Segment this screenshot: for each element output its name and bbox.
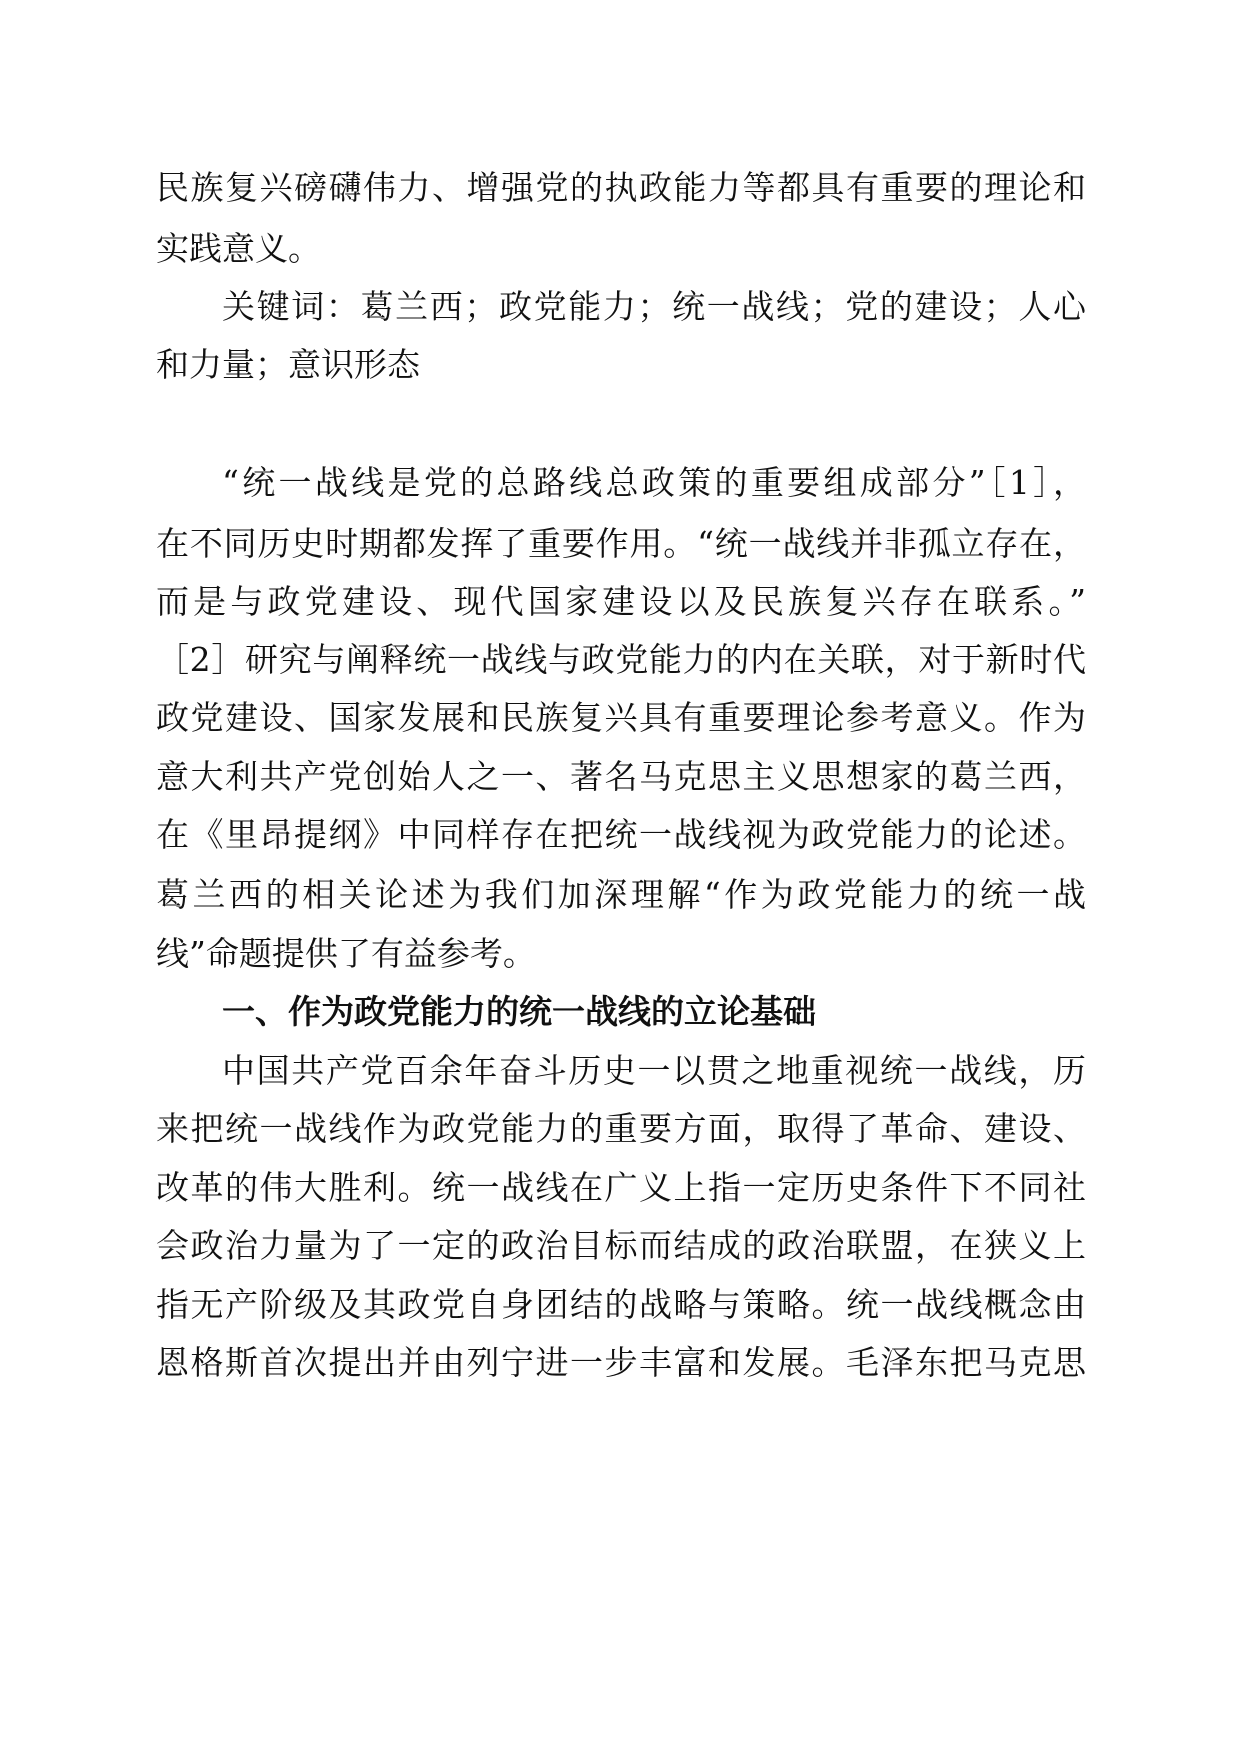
section-line-2: 来把统一战线作为政党能力的重要方面，取得了革命、建设、 (156, 1109, 1086, 1148)
intro-line-8: 葛兰西的相关论述为我们加深理解“作为政党能力的统一战 (156, 875, 1086, 914)
intro-line-7: 在《里昂提纲》中同样存在把统一战线视为政党能力的论述。 (156, 815, 1086, 854)
section-heading: 一、作为政党能力的统一战线的立论基础 (222, 992, 816, 1031)
abstract-line-1: 民族复兴磅礴伟力、增强党的执政能力等都具有重要的理论和 (156, 168, 1086, 207)
intro-line-4: ［2］研究与阐释统一战线与政党能力的内在关联，对于新时代 (156, 640, 1086, 679)
keywords-line-2: 和力量；意识形态 (156, 345, 420, 384)
section-line-4: 会政治力量为了一定的政治目标而结成的政治联盟，在狭义上 (156, 1226, 1086, 1265)
section-line-6: 恩格斯首次提出并由列宁进一步丰富和发展。毛泽东把马克思 (156, 1343, 1086, 1382)
intro-line-2: 在不同历史时期都发挥了重要作用。“统一战线并非孤立存在， (156, 524, 1086, 563)
intro-line-9: 线”命题提供了有益参考。 (156, 934, 536, 973)
intro-line-5: 政党建设、国家发展和民族复兴具有重要理论参考意义。作为 (156, 698, 1086, 737)
abstract-line-2: 实践意义。 (156, 229, 321, 268)
intro-line-3: 而是与政党建设、现代国家建设以及民族复兴存在联系。” (156, 582, 1086, 621)
intro-line-6: 意大利共产党创始人之一、著名马克思主义思想家的葛兰西， (156, 757, 1086, 796)
section-line-3: 改革的伟大胜利。统一战线在广义上指一定历史条件下不同社 (156, 1168, 1086, 1207)
section-line-5: 指无产阶级及其政党自身团结的战略与策略。统一战线概念由 (156, 1285, 1086, 1324)
section-line-1: 中国共产党百余年奋斗历史一以贯之地重视统一战线，历 (222, 1051, 1086, 1090)
keywords-line-1: 关键词：葛兰西；政党能力；统一战线；党的建设；人心 (222, 287, 1086, 326)
intro-line-1: “统一战线是党的总路线总政策的重要组成部分”［1］， (222, 463, 1086, 502)
